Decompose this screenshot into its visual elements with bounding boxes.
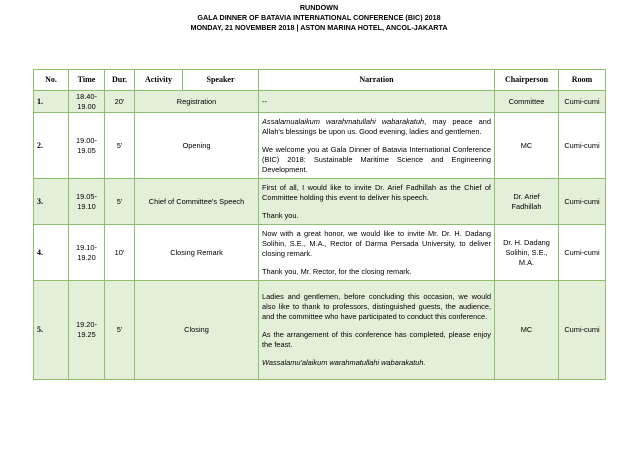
row-room: Cumi-cumi bbox=[559, 179, 606, 225]
col-header-dur: Dur. bbox=[105, 70, 135, 91]
col-header-narration: Narration bbox=[259, 70, 495, 91]
row-activity: Closing Remark bbox=[135, 225, 259, 281]
row-time: 19.10-19.20 bbox=[69, 225, 105, 281]
row-no: 5. bbox=[34, 281, 69, 380]
row-no: 3. bbox=[34, 179, 69, 225]
col-header-chairperson: Chairperson bbox=[495, 70, 559, 91]
header-event: GALA DINNER OF BATAVIA INTERNATIONAL CONFERENCE (BIC) 2018 bbox=[197, 13, 441, 22]
document-header bbox=[0, 3, 638, 33]
row-activity: Chief of Committee's Speech bbox=[135, 179, 259, 225]
narration-paragraph: Assalamualaikum warahmatullahi wabarakatuh, may peace and Allah's blessings be upon us. Good evening, ladies and gentlemen. bbox=[262, 116, 491, 136]
narration-paragraph: -- bbox=[262, 96, 267, 106]
row-activity: Opening bbox=[135, 113, 259, 179]
narration-paragraph: We welcome you at Gala Dinner of Batavia International Conference (BIC) 2018: Sustainable Maritime Science and Engineering Development. bbox=[262, 144, 491, 174]
row-narration bbox=[259, 91, 495, 113]
row-room: Cumi-cumi bbox=[559, 225, 606, 281]
row-chairperson: Dr. H. Dadang Solihin, S.E., M.A. bbox=[495, 225, 559, 281]
table-row bbox=[34, 113, 606, 179]
row-no: 4. bbox=[34, 225, 69, 281]
row-no: 2. bbox=[34, 113, 69, 179]
narration-paragraph: First of all, I would like to invite Dr. Arief Fadhillah as the Chief of Committee holding this event to deliver his speech. bbox=[262, 182, 491, 202]
narration-paragraph: Ladies and gentlemen, before concluding this occasion, we would also like to thank to professors, distinguished guests, the audience, and the committee who have participated to conduct this conference. bbox=[262, 292, 491, 321]
row-narration bbox=[259, 281, 495, 380]
table-row bbox=[34, 225, 606, 281]
row-chairperson: Dr. Arief Fadhillah bbox=[495, 179, 559, 225]
row-duration: 20' bbox=[105, 91, 135, 113]
row-chairperson: MC bbox=[495, 281, 559, 380]
col-header-activity: Activity bbox=[135, 70, 183, 91]
row-narration bbox=[259, 225, 495, 281]
row-chairperson: MC bbox=[495, 113, 559, 179]
row-room: Cumi-cumi bbox=[559, 281, 606, 380]
row-narration bbox=[259, 179, 495, 225]
row-time: 19.00-19.05 bbox=[69, 113, 105, 179]
row-duration: 5' bbox=[105, 113, 135, 179]
row-chairperson: Committee bbox=[495, 91, 559, 113]
row-time: 19.05-19.10 bbox=[69, 179, 105, 225]
rundown-table bbox=[33, 69, 606, 380]
narration-paragraph: Thank you. bbox=[262, 210, 299, 220]
row-time: 19.20-19.25 bbox=[69, 281, 105, 380]
narration-paragraph: As the arrangement of this conference has completed, please enjoy the feast. bbox=[262, 330, 491, 349]
row-room: Cumi-cumi bbox=[559, 91, 606, 113]
row-narration bbox=[259, 113, 495, 179]
col-header-time: Time bbox=[69, 70, 105, 91]
row-duration: 10' bbox=[105, 225, 135, 281]
row-duration: 5' bbox=[105, 281, 135, 380]
col-header-room: Room bbox=[559, 70, 606, 91]
header-date-venue: MONDAY, 21 NOVEMBER 2018 | ASTON MARINA HOTEL, ANCOL-JAKARTA bbox=[190, 23, 448, 32]
narration-paragraph: Wassalamu'alaikum warahmatullahi wabarakatuh. bbox=[262, 358, 426, 367]
header-title: RUNDOWN bbox=[299, 3, 339, 12]
col-header-no: No. bbox=[34, 70, 69, 91]
table-row bbox=[34, 281, 606, 380]
table-row bbox=[34, 91, 606, 113]
row-activity: Closing bbox=[135, 281, 259, 380]
row-time: 18.40-19.00 bbox=[69, 91, 105, 113]
row-no: 1. bbox=[34, 91, 69, 113]
row-duration: 5' bbox=[105, 179, 135, 225]
narration-paragraph: Thank you, Mr. Rector, for the closing remark. bbox=[262, 266, 412, 276]
col-header-speaker: Speaker bbox=[183, 70, 259, 91]
table-header-row bbox=[34, 70, 606, 91]
narration-paragraph: Now with a great honor, we would like to invite Mr. Dr. H. Dadang Solihin, S.E., M.A., Rector of Darma Persada University, to deliver closing remark. bbox=[262, 228, 491, 258]
table-row bbox=[34, 179, 606, 225]
row-room: Cumi-cumi bbox=[559, 113, 606, 179]
row-activity: Registration bbox=[135, 91, 259, 113]
